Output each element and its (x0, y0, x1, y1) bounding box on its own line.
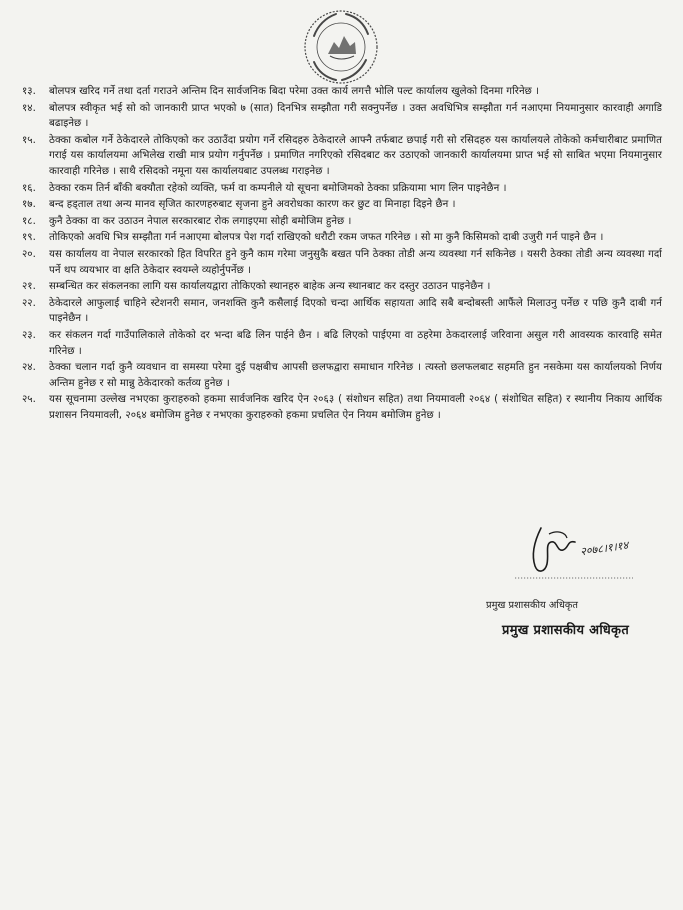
clause-item (22, 296, 662, 327)
clause-item (22, 101, 662, 132)
clause-list (22, 84, 662, 424)
clause-item (22, 197, 662, 213)
clause-number: २२. (22, 297, 36, 309)
clause-number: २४. (22, 362, 36, 374)
clause-text: कुनै ठेक्का वा कर उठाउन नेपाल सरकारबाट रोक लगाइएमा सोही बमोजिम हुनेछ । (49, 215, 352, 227)
clause-text: कर संकलन गर्दा गाउँपालिकाले तोकेको दर भन्दा बढि लिन पाईने छैन । बढि लिएको पाईएमा वा ठहरेमा ठेकदारलाई जरिवाना असुल गरी आवस्यक कारवाहि समेत गरिनेछ । (49, 329, 662, 357)
clause-item (22, 328, 662, 359)
clause-number: २३. (22, 329, 36, 341)
clause-item (22, 360, 662, 391)
clause-text: यस कार्यालय वा नेपाल सरकारको हित विपरित हुने कुनै काम गरेमा जनुसुकै बखत पनि ठेक्का तोडी अन्य व्यवस्था गर्न सकिनेछ । यसरी ठेक्का तोडी अन्य व्यवस्था गर्दा पर्ने थप व्ययभार वा क्षति ठेकेदार स्वयम्ले व्यहोर्नुपर्नेछ । (49, 248, 662, 276)
clause-number: १५. (22, 134, 36, 146)
clause-text: यस सूचनामा उल्लेख नभएका कुराहरुको हकमा सार्वजनिक खरिद ऐन २०६३ ( संशोधन सहित) तथा नियमावली २०६४ ( संशोधित सहित) र स्थानीय निकाय आर्थिक प्रशासन नियमावली, २०६४ बमोजिम हुनेछ र नभएका कुराहरुको हकमा प्रचलित ऐन नियम बमोजिम हुनेछ । (49, 394, 662, 421)
clause-number: २५. (22, 394, 36, 406)
clause-number: १९. (22, 232, 36, 244)
clause-item (22, 230, 662, 246)
clause-number: १७. (22, 199, 36, 211)
clause-number: १४. (22, 102, 36, 114)
clause-item (22, 133, 662, 180)
clause-item (22, 214, 662, 230)
clause-text: ठेक्का रकम तिर्न बाँकी बक्यौता रहेको व्यक्ति, फर्म वा कम्पनीले यो सूचना बमोजिमको ठेक्का प्रक्रियामा भाग लिन पाइनेछैन । (49, 182, 507, 194)
clause-text: ठेक्का कबोल गर्ने ठेकेदारले तोकिएको कर उठाउँदा प्रयोग गर्ने रसिदहरु ठेकेदारले आफ्नै तर्फबाट छपाई गरी सो रसिदहरु यस कार्यालयले तोकेको कर्मचारीबाट प्रमाणित गराई यस कार्यालयमा अभिलेख राखी मात्र प्रयोग गर्नुपर्नेछ । प्रमाणित नगरिएको रसिदबाट कर उठाएको जानकारी कार्यालयमा प्राप्त भई सो साबित भएमा नियमानुसार कारवाही गरिनेछ । साथै रसिदको नमूना यस कार्यालयबाट उपलब्ध गराइनेछ । (49, 134, 662, 177)
clause-number: १६. (22, 182, 36, 194)
clause-text: बोलपत्र स्वीकृत भई सो को जानकारी प्राप्त भएको ७ (सात) दिनभित्र सम्झौता गरी सक्नुपर्नेछ । उक्त अवधिभित्र सम्झौता गर्न नआएमा नियमानुसार कारवाही अगाडि बढाइनेछ । (49, 102, 662, 130)
clause-number: १८. (22, 215, 36, 227)
clause-number: २१. (22, 281, 36, 293)
clause-text: बोलपत्र खरिद गर्ने तथा दर्ता गराउने अन्तिम दिन सार्वजनिक बिदा परेमा उक्त कार्य लगत्तै भोलि पल्ट कार्यालय खुलेको दिनमा गरिनेछ । (49, 86, 540, 97)
clause-text: तोकिएको अवधि भित्र सम्झौता गर्न नआएमा बोलपत्र पेश गर्दा राखिएको धरौटी रकम जफत गरिनेछ । सो मा कुनै किसिमको दाबी उजुरी गर्न पाइने छैन । (49, 232, 604, 244)
clause-text: बन्द हड्ताल तथा अन्य मानव सृजित कारणहरुबाट सृजना हुने अवरोधका कारण कर छुट वा मिनाहा दिइने छैन । (49, 199, 456, 211)
clause-text: ठेक्का चलान गर्दा कुनै व्यवधान वा समस्या परेमा दुई पक्षबीच आपसी छलफद्वारा समाधान गरिनेछ । त्यस्तो छलफलबाट सहमति हुन नसकेमा यस कार्यालयको निर्णय अन्तिम हुनेछ र सो मान्नु ठेकेदारको कर्तव्य हुनेछ । (49, 362, 662, 389)
clause-item (22, 392, 662, 423)
clause-item (22, 181, 662, 197)
clause-text: ठेकेदारले आफुलाई चाहिने स्टेशनरी समान, जनशक्ति कुनै कसैलाई दिएको चन्दा आर्थिक सहायता आदि सबै बन्दोबस्ती आफैंले मिलाउनु पर्नेछ र पछि कुनै दाबी गर्न पाइनेछैन । (49, 297, 662, 325)
clause-number: १३. (22, 86, 36, 97)
office-seal (300, 6, 382, 88)
clause-number: २०. (22, 248, 36, 260)
signatory-stamp: प्रमुख प्रशासकीय अधिकृत (502, 623, 630, 638)
clause-text: सम्बन्धित कर संकलनका लागि यस कार्यालयद्वारा तोकिएको स्थानहरु बाहेक अन्य स्थानबाट कर दस्तुर उठाउन पाइनेछैन । (49, 281, 491, 293)
signatory-title: प्रमुख प्रशासकीय अधिकृत (486, 600, 578, 611)
clause-item (22, 247, 662, 278)
signature-date: २०७८।१।१४ (579, 538, 630, 559)
clause-item (22, 84, 662, 100)
clause-item (22, 279, 662, 295)
